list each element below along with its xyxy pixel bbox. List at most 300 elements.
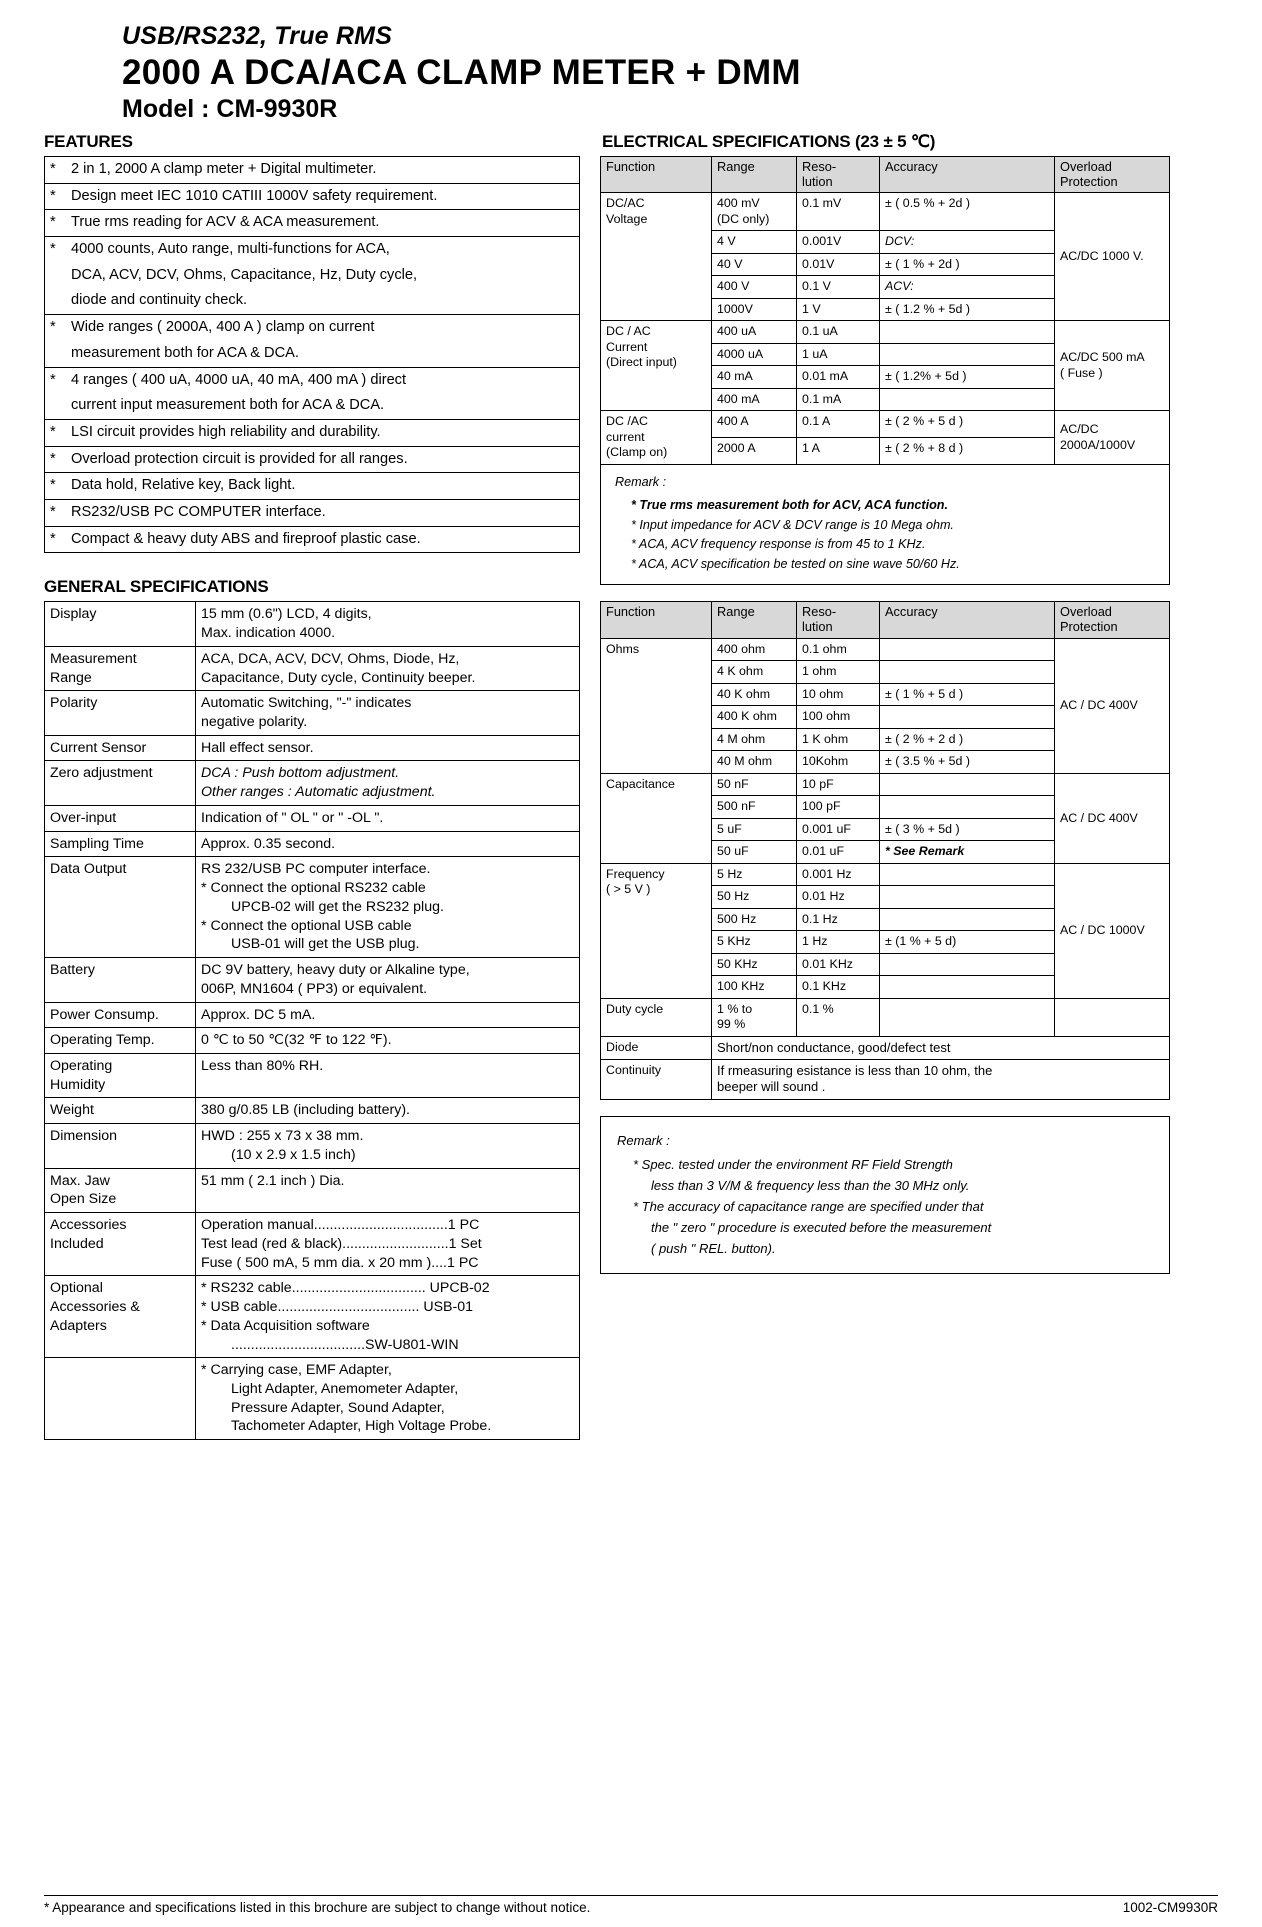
electrical-row — [601, 1036, 1170, 1059]
feature-text: diode and continuity check. — [66, 288, 580, 314]
text-line: DC /AC — [606, 414, 648, 429]
text-line: Range — [717, 604, 755, 620]
electrical-table-2 — [600, 601, 1170, 1099]
column-header — [712, 602, 797, 638]
feature-row — [45, 526, 580, 553]
text-line: * RS232 cable.................................. UPCB-02 — [201, 1280, 490, 1297]
resolution-cell: 0.1 uA — [797, 321, 880, 344]
text-line: Operating — [50, 1058, 113, 1074]
feature-bullet — [45, 288, 67, 314]
text-line: Capacitance, Duty cycle, Continuity beeper. — [201, 669, 476, 686]
resolution-cell: 10Kohm — [797, 751, 880, 774]
text-line: 99 % — [717, 1017, 746, 1032]
text-line: RS 232/USB PC computer interface. — [201, 861, 431, 878]
text-line: ..................................SW-U801-WIN — [231, 1336, 459, 1353]
feature-text: Data hold, Relative key, Back light. — [66, 473, 580, 500]
text-line: 1000V — [717, 301, 753, 316]
text-line: Other ranges : Automatic adjustment. — [201, 784, 436, 801]
range-cell — [712, 796, 797, 819]
text-line: Range — [50, 669, 92, 686]
feature-row — [45, 473, 580, 500]
range-cell — [712, 366, 797, 389]
feature-row — [45, 393, 580, 419]
accuracy-cell: DCV: — [880, 231, 1055, 254]
feature-bullet: * — [45, 183, 67, 210]
electrical-table-1 — [600, 156, 1170, 465]
function-cell: Continuity — [601, 1060, 712, 1100]
description-cell — [712, 1036, 1170, 1059]
feature-row — [45, 315, 580, 341]
text-line: AC/DC 500 mA — [1060, 350, 1145, 365]
electrical-row — [601, 998, 1170, 1036]
text-line: DC / AC — [606, 324, 651, 339]
text-line: Frequency — [606, 866, 665, 881]
text-line: AC / DC 400V — [1060, 810, 1138, 825]
overload-cell — [1055, 773, 1170, 863]
resolution-cell: 0.1 KHz — [797, 976, 880, 999]
text-line: 4 V — [717, 234, 736, 249]
range-cell — [712, 773, 797, 796]
general-spec-row — [45, 958, 580, 1002]
electrical-row — [601, 193, 1170, 231]
text-line: Test lead (red & black)...........................1 Set — [201, 1235, 482, 1252]
general-spec-label — [45, 602, 196, 646]
text-line: USB-01 will get the USB plug. — [231, 936, 420, 953]
text-line: AC/DC — [1060, 422, 1099, 437]
range-cell — [712, 998, 797, 1036]
general-spec-label — [45, 1168, 196, 1212]
text-line: * Data Acquisition software — [201, 1317, 370, 1334]
general-spec-value — [196, 958, 580, 1002]
general-spec-row — [45, 602, 580, 646]
general-spec-label — [45, 857, 196, 958]
accuracy-cell — [880, 886, 1055, 909]
function-cell — [601, 638, 712, 773]
text-line: Accessories — [50, 1217, 127, 1234]
resolution-cell: 100 ohm — [797, 706, 880, 729]
text-line: Measurement — [50, 650, 137, 667]
text-line: HWD : 255 x 73 x 38 mm. — [201, 1128, 364, 1145]
text-line: * Connect the optional USB cable — [201, 917, 412, 934]
function-cell — [601, 998, 712, 1036]
accuracy-cell: ± (1 % + 5 d) — [880, 931, 1055, 954]
remark-item: * ACA, ACV frequency response is from 45 to 1 KHz. — [631, 537, 926, 552]
text-line: DC 9V battery, heavy duty or Alkaline type, — [201, 962, 470, 979]
general-spec-value — [196, 1276, 580, 1358]
resolution-cell: 0.001 uF — [797, 818, 880, 841]
accuracy-cell — [880, 953, 1055, 976]
electrical-specs-title: ELECTRICAL SPECIFICATIONS (23 ± 5 ℃) — [602, 132, 936, 151]
range-cell — [712, 321, 797, 344]
text-line: Automatic Switching, "-" indicates — [201, 695, 412, 712]
text-line: Humidity — [50, 1076, 106, 1093]
column-header — [797, 157, 880, 193]
column-header — [797, 602, 880, 638]
text-line: Sampling Time — [50, 835, 144, 852]
text-line: 380 g/0.85 LB (including battery). — [201, 1102, 411, 1119]
feature-bullet: * — [45, 526, 67, 553]
feature-bullet: * — [45, 419, 67, 446]
range-cell — [712, 976, 797, 999]
overload-cell — [1055, 998, 1170, 1036]
general-spec-label — [45, 1358, 196, 1440]
remark-title: Remark : — [617, 1132, 670, 1148]
general-spec-value — [196, 831, 580, 857]
general-spec-row — [45, 691, 580, 735]
text-line: ACA, DCA, ACV, DCV, Ohms, Diode, Hz, — [201, 650, 460, 667]
text-line: AC / DC 400V — [1060, 698, 1138, 713]
text-line: Included — [50, 1235, 104, 1252]
text-line: 40 K ohm — [717, 686, 771, 701]
accuracy-cell: ± ( 3.5 % + 5d ) — [880, 751, 1055, 774]
function-cell — [601, 863, 712, 998]
right-column — [600, 132, 1170, 1274]
range-cell — [712, 728, 797, 751]
feature-text: measurement both for ACA & DCA. — [66, 341, 580, 367]
text-line: Operation manual..................................1 PC — [201, 1217, 480, 1234]
feature-row — [45, 263, 580, 289]
remark-item: less than 3 V/M & frequency less than the 30 MHz only. — [651, 1178, 970, 1194]
general-spec-row — [45, 1168, 580, 1212]
text-line: Over-input — [50, 809, 117, 826]
range-cell — [712, 253, 797, 276]
general-spec-value — [196, 1054, 580, 1098]
range-cell — [712, 661, 797, 684]
text-line: Protection — [1060, 619, 1118, 635]
text-line: Function — [606, 604, 656, 620]
text-line: 5 KHz — [717, 934, 751, 949]
general-spec-row — [45, 1213, 580, 1276]
function-cell — [601, 321, 712, 411]
general-specs-table — [44, 601, 580, 1440]
resolution-cell: 0.1 Hz — [797, 908, 880, 931]
general-spec-label — [45, 735, 196, 761]
header-title: 2000 A DCA/ACA CLAMP METER + DMM — [122, 53, 801, 92]
text-line: beeper will sound . — [717, 1079, 826, 1095]
range-cell — [712, 931, 797, 954]
general-spec-label — [45, 1028, 196, 1054]
text-line: 400 uA — [717, 324, 757, 339]
text-line: * Connect the optional RS232 cable — [201, 880, 426, 897]
feature-bullet: * — [45, 446, 67, 473]
text-line: 50 uF — [717, 844, 749, 859]
remark-item: * Spec. tested under the environment RF Field Strength — [633, 1157, 953, 1173]
remark-item: * The accuracy of capacitance range are specified under that — [633, 1199, 984, 1215]
feature-text: current input measurement both for ACA & DCA. — [66, 393, 580, 419]
general-spec-value — [196, 1098, 580, 1124]
electrical-row — [601, 773, 1170, 796]
resolution-cell: 0.01 mA — [797, 366, 880, 389]
accuracy-cell: ± ( 3 % + 5d ) — [880, 818, 1055, 841]
accuracy-cell — [880, 976, 1055, 999]
feature-bullet: * — [45, 499, 67, 526]
text-line: Approx. 0.35 second. — [201, 835, 336, 852]
text-line: Current — [606, 339, 648, 354]
text-line: 50 nF — [717, 776, 749, 791]
resolution-cell: 0.01 uF — [797, 841, 880, 864]
text-line: 5 Hz — [717, 866, 743, 881]
text-line: * USB cable.................................... USB-01 — [201, 1299, 474, 1316]
text-line: 5 uF — [717, 821, 742, 836]
text-line: Range — [717, 159, 755, 174]
text-line: Display — [50, 606, 97, 623]
accuracy-cell — [880, 998, 1055, 1036]
text-line: ( > 5 V ) — [606, 882, 651, 897]
text-line: Reso- — [802, 604, 837, 620]
text-line: 006P, MN1604 ( PP3) or equivalent. — [201, 980, 428, 997]
feature-text: True rms reading for ACV & ACA measurement. — [66, 210, 580, 237]
range-cell — [712, 298, 797, 321]
text-line: Indication of " OL " or " -OL ". — [201, 809, 384, 826]
text-line: 50 KHz — [717, 956, 758, 971]
overload-cell — [1055, 193, 1170, 321]
resolution-cell: 0.001V — [797, 231, 880, 254]
text-line: 400 ohm — [717, 641, 766, 656]
general-specs-title: GENERAL SPECIFICATIONS — [44, 577, 269, 597]
text-line: (DC only) — [717, 211, 770, 226]
resolution-cell: 0.1 V — [797, 276, 880, 299]
resolution-cell: 0.001 Hz — [797, 863, 880, 886]
text-line: Light Adapter, Anemometer Adapter, — [231, 1381, 459, 1398]
range-cell — [712, 841, 797, 864]
text-line: Short/non conductance, good/defect test — [717, 1039, 951, 1055]
text-line: Overload — [1060, 159, 1112, 174]
feature-bullet — [45, 341, 67, 367]
accuracy-cell — [880, 773, 1055, 796]
footer-code: 1002-CM9930R — [1122, 1900, 1218, 1915]
feature-row — [45, 288, 580, 314]
text-line: * Carrying case, EMF Adapter, — [201, 1362, 392, 1379]
range-cell — [712, 438, 797, 465]
accuracy-cell — [880, 706, 1055, 729]
text-line: Reso- — [802, 159, 837, 174]
text-line: 51 mm ( 2.1 inch ) Dia. — [201, 1172, 345, 1189]
text-line: UPCB-02 will get the RS232 plug. — [231, 898, 444, 915]
text-line: Weight — [50, 1102, 94, 1119]
remark-item: ( push " REL. button). — [651, 1240, 776, 1256]
accuracy-cell: ± ( 2 % + 2 d ) — [880, 728, 1055, 751]
feature-row — [45, 446, 580, 473]
column-header — [880, 602, 1055, 638]
general-spec-row — [45, 1124, 580, 1168]
general-spec-label — [45, 1098, 196, 1124]
general-spec-row — [45, 1358, 580, 1440]
feature-text: Overload protection circuit is provided for all ranges. — [66, 446, 580, 473]
text-line: 2000A/1000V — [1060, 437, 1136, 452]
resolution-cell: 1 K ohm — [797, 728, 880, 751]
text-line: Approx. DC 5 mA. — [201, 1006, 316, 1023]
text-line: 15 mm (0.6") LCD, 4 digits, — [201, 606, 372, 623]
resolution-cell: 0.1 ohm — [797, 638, 880, 661]
accuracy-cell: ± ( 2 % + 5 d ) — [880, 411, 1055, 438]
text-line: Accessories & — [50, 1299, 140, 1316]
range-cell — [712, 411, 797, 438]
text-line: AC / DC 1000V — [1060, 923, 1145, 938]
accuracy-cell — [880, 343, 1055, 366]
accuracy-cell: ± ( 1 % + 2d ) — [880, 253, 1055, 276]
text-line: 4 M ohm — [717, 731, 766, 746]
range-cell — [712, 343, 797, 366]
general-spec-value — [196, 1002, 580, 1028]
general-spec-row — [45, 831, 580, 857]
electrical-row — [601, 638, 1170, 661]
general-spec-value — [196, 857, 580, 958]
document-header — [44, 22, 1218, 124]
feature-text: Wide ranges ( 2000A, 400 A ) clamp on current — [66, 315, 580, 341]
overload-cell — [1055, 411, 1170, 465]
feature-bullet: * — [45, 210, 67, 237]
resolution-cell: 0.1 mV — [797, 193, 880, 231]
text-line: DCA : Push bottom adjustment. — [201, 765, 400, 782]
function-cell — [601, 773, 712, 863]
page-footer — [44, 1895, 1218, 1915]
remark-item: * Input impedance for ACV & DCV range is 10 Mega ohm. — [631, 517, 954, 532]
general-spec-value — [196, 1168, 580, 1212]
text-line: current — [606, 429, 645, 444]
general-spec-label — [45, 831, 196, 857]
range-cell — [712, 751, 797, 774]
range-cell — [712, 638, 797, 661]
general-spec-value — [196, 1213, 580, 1276]
feature-text: 4 ranges ( 400 uA, 4000 uA, 40 mA, 400 mA ) direct — [66, 367, 580, 393]
accuracy-cell — [880, 388, 1055, 411]
general-spec-value — [196, 691, 580, 735]
text-line: Pressure Adapter, Sound Adapter, — [231, 1399, 445, 1416]
range-cell — [712, 908, 797, 931]
general-spec-value — [196, 1358, 580, 1440]
feature-text: Compact & heavy duty ABS and fireproof plastic case. — [66, 526, 580, 553]
text-line: Battery — [50, 962, 95, 979]
accuracy-cell — [880, 908, 1055, 931]
general-spec-row — [45, 761, 580, 805]
accuracy-cell: * See Remark — [880, 841, 1055, 864]
feature-bullet: * — [45, 157, 67, 184]
text-line: lution — [802, 619, 833, 635]
electrical-row — [601, 1060, 1170, 1100]
range-cell — [712, 276, 797, 299]
text-line: Duty cycle — [606, 1001, 664, 1016]
feature-row — [45, 183, 580, 210]
resolution-cell: 0.1 A — [797, 411, 880, 438]
text-line: Accuracy — [885, 604, 938, 620]
text-line: Hall effect sensor. — [201, 739, 314, 756]
accuracy-cell: ± ( 0.5 % + 2d ) — [880, 193, 1055, 231]
feature-text: 2 in 1, 2000 A clamp meter + Digital multimeter. — [66, 157, 580, 184]
remark-item: * True rms measurement both for ACV, ACA function. — [631, 498, 948, 513]
range-cell — [712, 231, 797, 254]
general-spec-value — [196, 735, 580, 761]
text-line: 40 mA — [717, 369, 753, 384]
resolution-cell: 0.01 Hz — [797, 886, 880, 909]
column-header — [1055, 602, 1170, 638]
feature-row — [45, 367, 580, 393]
range-cell — [712, 388, 797, 411]
general-spec-label — [45, 1213, 196, 1276]
feature-bullet: * — [45, 315, 67, 341]
text-line: Fuse ( 500 mA, 5 mm dia. x 20 mm )....1 PC — [201, 1254, 479, 1271]
text-line: Operating Temp. — [50, 1032, 155, 1049]
footer-note: * Appearance and specifications listed in this brochure are subject to change without notice. — [44, 1900, 591, 1915]
general-spec-value — [196, 1028, 580, 1054]
general-spec-row — [45, 1028, 580, 1054]
resolution-cell: 0.01V — [797, 253, 880, 276]
text-line: If rmeasuring esistance is less than 10 ohm, the — [717, 1063, 993, 1079]
range-cell — [712, 193, 797, 231]
text-line: Zero adjustment — [50, 765, 153, 782]
accuracy-cell — [880, 661, 1055, 684]
text-line: AC/DC 1000 V. — [1060, 249, 1144, 264]
remark-item: the " zero " procedure is executed before the measurement — [651, 1219, 992, 1235]
electrical-row — [601, 863, 1170, 886]
feature-text: RS232/USB PC COMPUTER interface. — [66, 499, 580, 526]
resolution-cell: 0.1 mA — [797, 388, 880, 411]
general-spec-row — [45, 646, 580, 690]
text-line: DC/AC — [606, 196, 645, 211]
feature-bullet — [45, 393, 67, 419]
resolution-cell: 0.1 % — [797, 998, 880, 1036]
general-spec-row — [45, 1002, 580, 1028]
general-spec-row — [45, 805, 580, 831]
text-line: 400 K ohm — [717, 709, 777, 724]
column-header — [601, 157, 712, 193]
text-line: negative polarity. — [201, 713, 308, 730]
text-line: Voltage — [606, 211, 648, 226]
feature-bullet: * — [45, 473, 67, 500]
column-header — [1055, 157, 1170, 193]
text-line: Polarity — [50, 695, 98, 712]
text-line: (Clamp on) — [606, 445, 668, 460]
feature-row — [45, 341, 580, 367]
features-title: FEATURES — [44, 132, 133, 151]
general-spec-value — [196, 761, 580, 805]
text-line: Max. Jaw — [50, 1172, 110, 1189]
text-line: 1 % to — [717, 1001, 753, 1016]
range-cell — [712, 818, 797, 841]
resolution-cell: 1 V — [797, 298, 880, 321]
accuracy-cell: ± ( 2 % + 8 d ) — [880, 438, 1055, 465]
text-line: Function — [606, 159, 656, 174]
overload-cell — [1055, 321, 1170, 411]
text-line: Capacitance — [606, 776, 675, 791]
text-line: Tachometer Adapter, High Voltage Probe. — [231, 1418, 492, 1435]
column-header — [880, 157, 1055, 193]
general-spec-row — [45, 735, 580, 761]
feature-row — [45, 419, 580, 446]
accuracy-cell — [880, 796, 1055, 819]
column-header — [712, 157, 797, 193]
feature-text: LSI circuit provides high reliability and durability. — [66, 419, 580, 446]
text-line: 0 ℃ to 50 ℃(32 ℉ to 122 ℉). — [201, 1032, 392, 1049]
text-line: 400 A — [717, 414, 749, 429]
electrical-header-row — [601, 157, 1170, 193]
text-line: lution — [802, 173, 833, 189]
resolution-cell: 1 A — [797, 438, 880, 465]
resolution-cell: 1 Hz — [797, 931, 880, 954]
feature-row — [45, 499, 580, 526]
remark-title: Remark : — [615, 474, 667, 489]
feature-bullet — [45, 263, 67, 289]
range-cell — [712, 953, 797, 976]
accuracy-cell — [880, 863, 1055, 886]
overload-cell — [1055, 863, 1170, 998]
accuracy-cell: ± ( 1 % + 5 d ) — [880, 683, 1055, 706]
text-line: Data Output — [50, 861, 127, 878]
text-line: 500 nF — [717, 799, 756, 814]
accuracy-cell: ± ( 1.2 % + 5d ) — [880, 298, 1055, 321]
remark-box-2 — [600, 1116, 1170, 1275]
text-line: Current Sensor — [50, 739, 147, 756]
resolution-cell: 1 ohm — [797, 661, 880, 684]
